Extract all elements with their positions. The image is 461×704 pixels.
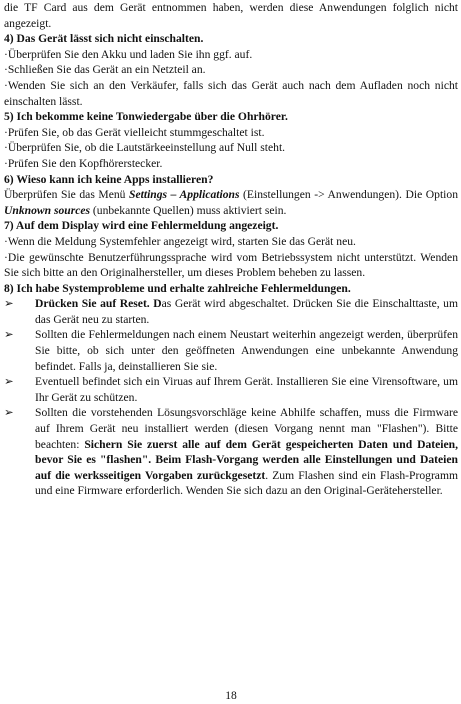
section-8-bullet-1	[4, 296, 458, 327]
section-8-bullet-4-text-2: . Zum Flashen sind ein Flash-Programm und eine Firmware erforderlich. Wenden Sie sich dazu an den Original-Gerätehersteller.	[35, 468, 458, 498]
section-7-line-1: ·Wenn die Meldung Systemfehler angezeigt wird, starten Sie das Gerät neu.	[4, 234, 356, 248]
arrow-bullet-icon: ➢	[4, 406, 14, 420]
unknown-sources-option-label: Unknown sources	[4, 203, 91, 217]
section-6-text-3: (unbekannte Quellen) muss aktiviert sein.	[90, 203, 287, 217]
section-4-line-2: ·Schließen Sie das Gerät an ein Netzteil an.	[4, 63, 206, 77]
manual-page	[4, 0, 458, 702]
section-5-heading: 5) Ich bekomme keine Tonwiedergabe über die Ohrhörer.	[4, 110, 288, 124]
section-8-bullet-3	[4, 374, 458, 405]
backup-warning: Sichern Sie zuerst alle auf dem Gerät gespeicherten Daten und Dateien, bevor Sie es "flashen". Beim Flash-Vorgang werden alle Einstellungen und Dateien auf die werksseitigen Vorgaben zurückgesetzt	[35, 437, 458, 482]
section-8-bullet-4	[4, 405, 458, 499]
section-8-bullet-3-text: Eventuell befindet sich ein Viruas auf Ihrem Gerät. Installieren Sie eine Virensoftware, um Ihr Gerät zu schützen.	[35, 375, 458, 404]
arrow-bullet-icon: ➢	[4, 297, 14, 311]
section-4-line-1: ·Überprüfen Sie den Akku und laden Sie ihn ggf. auf.	[4, 47, 253, 61]
intro-paragraph: die TF Card aus dem Gerät entnommen haben, werden diese Anwendungen folglich nicht angezeigt.	[4, 1, 458, 30]
section-8-bullet-2-text: Sollten die Fehlermeldungen nach einem Neustart weiterhin angezeigt werden, überprüfen Sie bitte, ob sich unter den geöffneten Anwendungen eine unbekannte Anwendung befindet. Falls ja, deinstallieren Sie sie.	[35, 328, 458, 373]
section-4-heading: 4) Das Gerät lässt sich nicht einschalten.	[4, 32, 204, 46]
section-8-bullet-list	[4, 296, 458, 499]
section-7-heading: 7) Auf dem Display wird eine Fehlermeldung angezeigt.	[4, 219, 279, 233]
section-8-bullet-1-text: as Gerät wird abgeschaltet. Drücken Sie die Einschalttaste, um das Gerät neu zu starten.	[35, 297, 458, 326]
section-8-heading: 8) Ich habe Systemprobleme und erhalte zahlreiche Fehlermeldungen.	[4, 281, 351, 295]
section-6-paragraph	[4, 187, 458, 218]
section-8-bullet-4-text-1: Sollten die vorstehenden Lösungsvorschläge keine Abhilfe schaffen, muss die Firmware auf Ihrem Gerät neu installiert werden (diesen Vorgang nennt man "Flashen"). Bitte beachten:	[35, 406, 458, 451]
section-5-line-3: ·Prüfen Sie den Kopfhörerstecker.	[4, 156, 163, 170]
page-number: 18	[225, 689, 237, 702]
section-6-heading: 6) Wieso kann ich keine Apps installieren?	[4, 172, 214, 186]
section-7-line-2: ·Die gewünschte Benutzerführungssprache wird vom Betriebssystem nicht unterstützt. Wenden Sie sich bitte an den Originalhersteller, um dieses Problem beheben zu lassen.	[4, 250, 458, 280]
section-5-line-1: ·Prüfen Sie, ob das Gerät vielleicht stummgeschaltet ist.	[4, 125, 265, 139]
section-4-line-3: ·Wenden Sie sich an den Verkäufer, falls sich das Gerät auch nach dem Aufladen noch nicht einschalten lässt.	[4, 78, 458, 108]
arrow-bullet-icon: ➢	[4, 375, 14, 389]
settings-applications-menu-label: Settings – Applications	[129, 188, 240, 202]
section-8-bullet-2	[4, 327, 458, 374]
section-5-line-2: ·Überprüfen Sie, ob die Lautstärkeeinstellung auf Null steht.	[4, 141, 286, 155]
reset-instruction: Drücken Sie auf Reset. D	[35, 297, 162, 311]
arrow-bullet-icon: ➢	[4, 328, 14, 342]
section-6-text-1: Überprüfen Sie das Menü	[4, 188, 130, 202]
section-6-text-2: (Einstellungen -> Anwendungen). Die Option	[239, 188, 458, 202]
